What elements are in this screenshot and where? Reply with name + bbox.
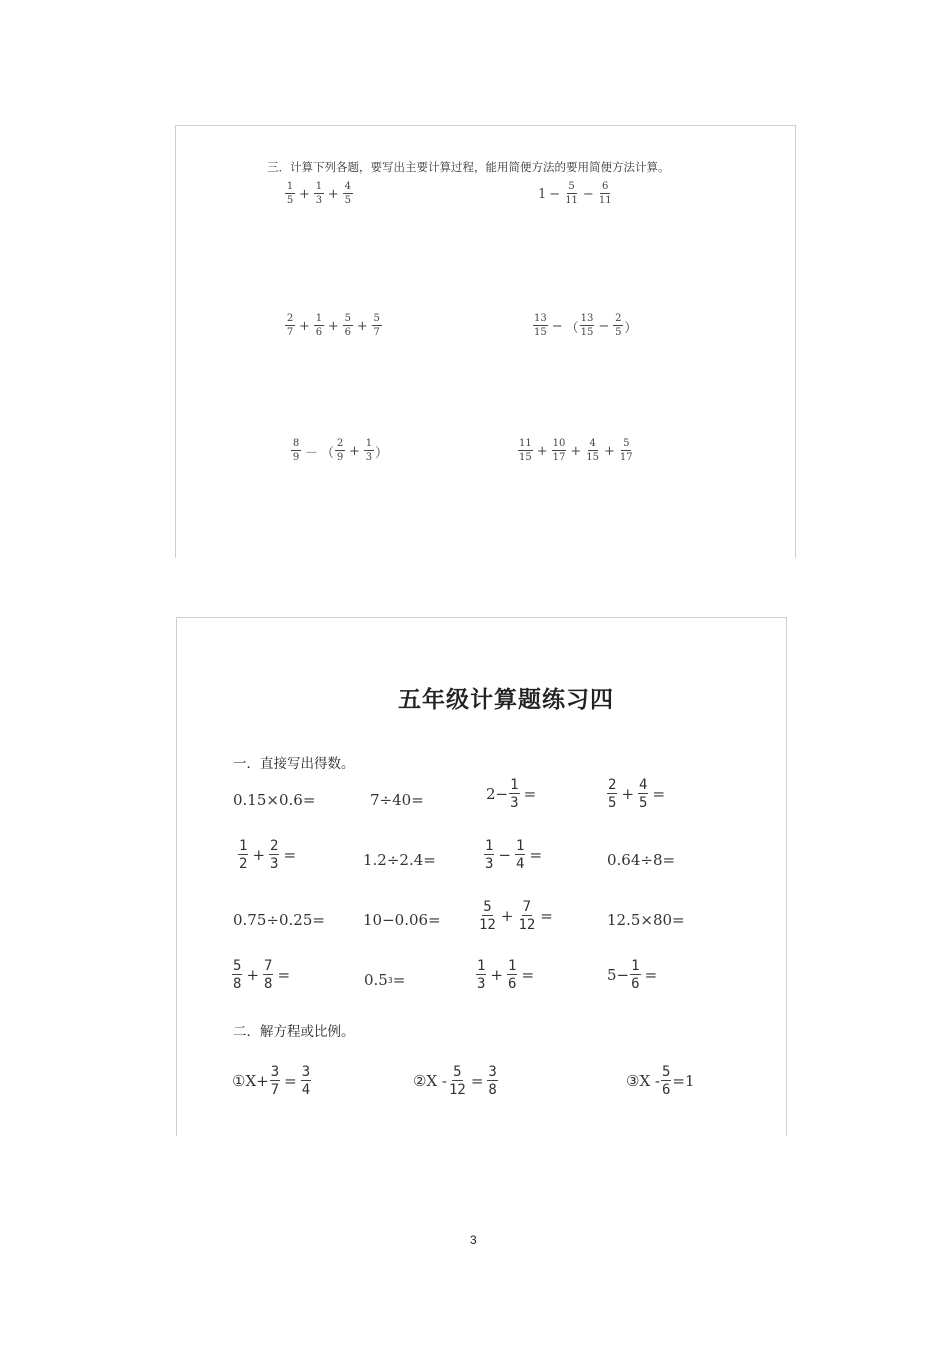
fraction: $\frac{1}{3}$ xyxy=(485,838,494,872)
fraction: $\frac{1}{6}$ xyxy=(315,313,323,338)
oral-calc-item: 10−0.06= xyxy=(363,911,441,929)
fraction: $\frac{2}{5}$ xyxy=(615,313,622,338)
fraction: $\frac{2}{9}$ xyxy=(336,438,344,463)
exercise-panel-three xyxy=(175,125,796,558)
oral-calc-item: $\frac{5}{12}$ + $\frac{7}{12}$ = xyxy=(479,899,553,933)
oral-calc-item: 0.64÷8= xyxy=(607,851,676,869)
fraction: $\frac{13}{15}$ xyxy=(534,313,547,338)
page-number: 3 xyxy=(470,1233,477,1247)
fraction: $\frac{1}{3}$ xyxy=(315,181,323,206)
fraction: $\frac{5}{11}$ xyxy=(565,181,578,206)
oral-calc-item: 5− $\frac{1}{6}$ = xyxy=(607,958,658,992)
fraction: $\frac{5}{8}$ xyxy=(233,958,242,992)
fraction: $\frac{13}{15}$ xyxy=(580,313,594,338)
problem-1: $\frac{1}{5}$ + $\frac{1}{3}$ + $\frac{4}{5}$ xyxy=(286,181,351,206)
equation-2: ②X - $\frac{5}{12}$ = $\frac{3}{8}$ xyxy=(413,1064,497,1098)
fraction: $\frac{1}{4}$ xyxy=(516,838,525,872)
fraction: $\frac{1}{5}$ xyxy=(286,181,294,206)
oral-calc-item: 0.15×0.6= xyxy=(233,791,316,809)
fraction: $\frac{7}{12}$ xyxy=(518,899,536,933)
fraction: $\frac{5}{12}$ xyxy=(479,899,496,933)
fraction: $\frac{5}{7}$ xyxy=(373,313,380,338)
fraction: $\frac{4}{5}$ xyxy=(639,777,648,811)
section-heading-1: 一．直接写出得数。 xyxy=(233,756,355,772)
fraction: $\frac{5}{12}$ xyxy=(448,1064,466,1098)
fraction: $\frac{2}{5}$ xyxy=(608,777,617,811)
oral-calc-item: 7÷40= xyxy=(370,791,424,809)
fraction: $\frac{1}{3}$ xyxy=(510,777,519,811)
problem-6: $\frac{11}{15}$ + $\frac{10}{17}$ + $\frac{4}{15}$ + $\frac{5}{17}$ xyxy=(519,438,633,463)
fraction: $\frac{5}{6}$ xyxy=(661,1064,671,1098)
oral-calc-item: 0.75÷0.25= xyxy=(233,911,325,929)
oral-calc-item: 2− $\frac{1}{3}$ = xyxy=(486,777,537,811)
fraction: $\frac{6}{11}$ xyxy=(598,181,612,206)
fraction: $\frac{3}{7}$ xyxy=(270,1064,280,1098)
oral-calc-item: $\frac{1}{2}$ + $\frac{2}{3}$ = xyxy=(239,838,297,872)
fraction: $\frac{5}{17}$ xyxy=(619,438,633,463)
problem-5: $\frac{8}{9}$ － （ $\frac{2}{9}$ + $\frac{1}{3}$ ） xyxy=(292,438,388,463)
fraction: $\frac{5}{6}$ xyxy=(344,313,351,338)
fraction: $\frac{4}{15}$ xyxy=(586,438,600,463)
section-heading-2: 二．解方程或比例。 xyxy=(233,1024,355,1040)
fraction: $\frac{7}{8}$ xyxy=(264,958,273,992)
fraction: $\frac{4}{5}$ xyxy=(344,181,351,206)
fraction: $\frac{8}{9}$ xyxy=(292,438,300,463)
problem-3: $\frac{2}{7}$ + $\frac{1}{6}$ + $\frac{5}{6}$ + $\frac{5}{7}$ xyxy=(286,313,380,338)
problem-4: $\frac{13}{15}$ − （ $\frac{13}{15}$ − $\frac{2}{5}$ ） xyxy=(534,313,638,338)
equation-3: ③X - $\frac{5}{6}$ =1 xyxy=(626,1064,695,1098)
exercise-panel-four xyxy=(176,617,787,1136)
fraction: $\frac{3}{8}$ xyxy=(488,1064,497,1098)
fraction: $\frac{1}{3}$ xyxy=(365,438,373,463)
oral-calc-item: $\frac{1}{3}$ − $\frac{1}{4}$ = xyxy=(485,838,543,872)
fraction: $\frac{1}{3}$ xyxy=(477,958,486,992)
oral-calc-item: $\frac{5}{8}$ + $\frac{7}{8}$ = xyxy=(233,958,291,992)
oral-calc-item: $\frac{1}{3}$ + $\frac{1}{6}$ = xyxy=(477,958,535,992)
fraction: $\frac{10}{17}$ xyxy=(552,438,566,463)
oral-calc-item: 0.5 3 = xyxy=(364,971,406,989)
problem-2: 1 − $\frac{5}{11}$ − $\frac{6}{11}$ xyxy=(538,181,612,206)
fraction: $\frac{2}{7}$ xyxy=(286,313,294,338)
oral-calc-item: $\frac{2}{5}$ + $\frac{4}{5}$ = xyxy=(608,777,666,811)
oral-calc-item: 1.2÷2.4= xyxy=(363,851,436,869)
section-instruction: 三．计算下列各题，要写出主要计算过程，能用简便方法的要用简便方法计算。 xyxy=(267,160,670,174)
fraction: $\frac{3}{4}$ xyxy=(301,1064,311,1098)
oral-calc-item: 12.5×80= xyxy=(607,911,685,929)
fraction: $\frac{1}{2}$ xyxy=(239,838,248,872)
fraction: $\frac{1}{6}$ xyxy=(508,958,517,992)
worksheet-title: 五年级计算题练习四 xyxy=(398,686,614,713)
equation-1: ①X+ $\frac{3}{7}$ = $\frac{3}{4}$ xyxy=(232,1064,311,1098)
fraction: $\frac{11}{15}$ xyxy=(519,438,532,463)
fraction: $\frac{1}{6}$ xyxy=(631,958,640,992)
fraction: $\frac{2}{3}$ xyxy=(270,838,279,872)
